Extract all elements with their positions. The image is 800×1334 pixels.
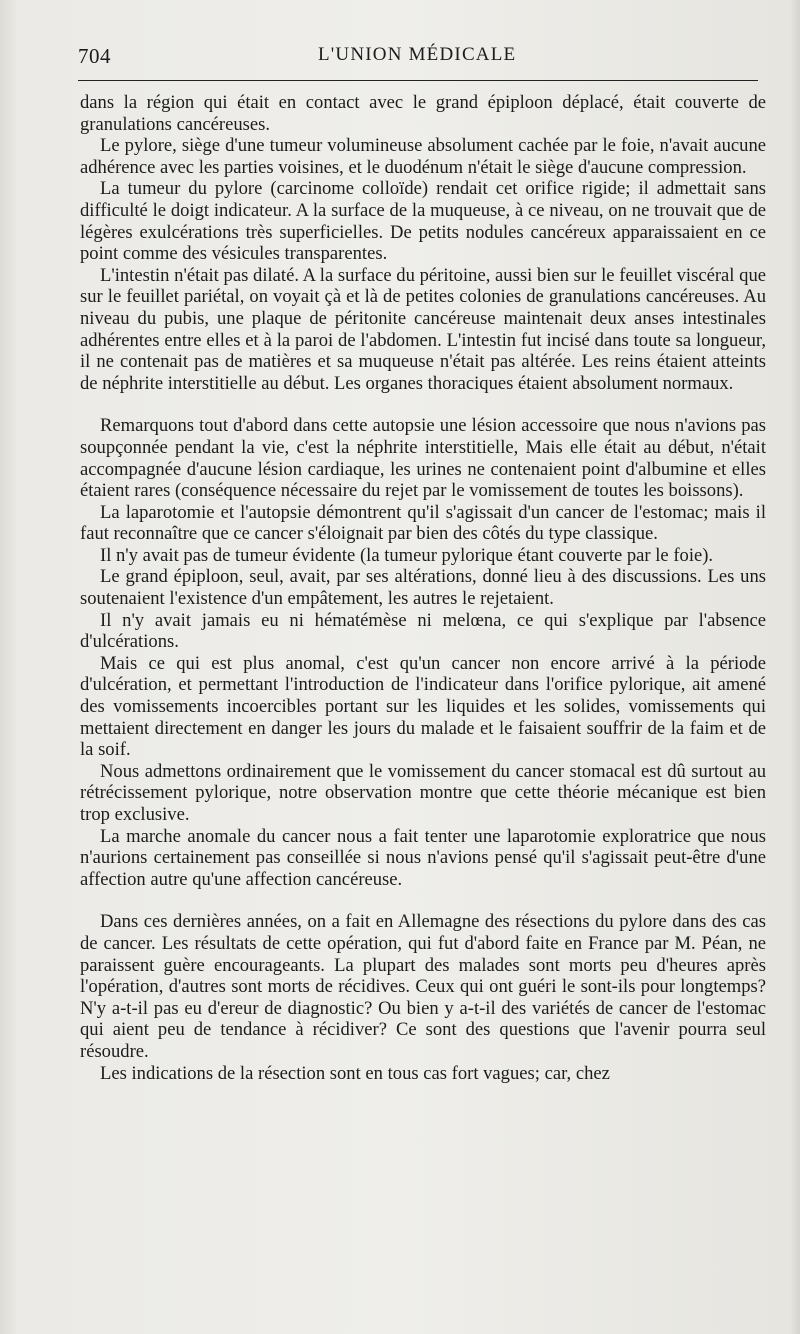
paragraph: La laparotomie et l'autopsie démontrent qu'il s'agissait d'un cancer de l'estomac; mais il faut reconnaître que ce cancer s'éloignait par bien des côtés du type classique.	[80, 501, 766, 545]
paragraph: Remarquons tout d'abord dans cette autopsie une lésion accessoire que nous n'avions pas soupçonnée pendant la vie, c'est la néphrite interstitielle, Mais elle était au début, n'était accompagnée d'aucune lésion cardiaque, les urines ne contenaient point d'albumine et elles étaient rares (conséquence nécessaire du rejet par le vomissement de toutes les boissons).	[80, 415, 766, 502]
paragraph: Mais ce qui est plus anomal, c'est qu'un cancer non encore arrivé à la période d'ulcération, et permettant l'introduction de l'indicateur dans l'orifice pylorique, ait amené des vomissements incoercibles portant sur les liquides et les solides, vomissements qui mettaient directement en danger les jours du malade et le faisaient souffrir de la faim et de la soif.	[80, 652, 766, 761]
paragraph: Nous admettons ordinairement que le vomissement du cancer stomacal est dû surtout au rétrécissement pylorique, notre observation montre que cette théorie mécanique est bien trop exclusive.	[80, 760, 766, 825]
paragraph: dans la région qui était en contact avec le grand épiploon déplacé, était couverte de granulations cancéreuses.	[80, 92, 766, 135]
paragraph: L'intestin n'était pas dilaté. A la surface du péritoine, aussi bien sur le feuillet viscéral que sur le feuillet pariétal, on voyait çà et là de petites colonies de granulations cancéreuses. Au niveau du pubis, une plaque de péritonite cancéreuse maintenait deux anses intestinales adhérentes entre elles et à la paroi de l'abdomen. L'intestin fut incisé dans toute sa longueur, il ne contenait pas de matières et sa muqueuse n'était pas altérée. Les reins étaient atteints de néphrite interstitielle au début. Les organes thoraciques étaient absolument normaux.	[80, 264, 766, 394]
paragraph: La marche anomale du cancer nous a fait tenter une laparotomie exploratrice que nous n'aurions certainement pas conseillée si nous n'avions pensé qu'il s'agissait peut-être d'une affection autre qu'une affection cancéreuse.	[80, 825, 766, 890]
running-title: L'UNION MÉDICALE	[318, 44, 517, 65]
paragraph: Il n'y avait jamais eu ni hématémèse ni melœna, ce qui s'explique par l'absence d'ulcérations.	[80, 609, 766, 653]
page-number: 704	[78, 44, 111, 68]
body-text	[80, 92, 766, 1084]
header-rule	[78, 80, 758, 81]
paragraph: La tumeur du pylore (carcinome colloïde) rendait cet orifice rigide; il admettait sans difficulté le doigt indicateur. A la surface de la muqueuse, à ce niveau, on ne trouvait que de légères exulcérations très superficielles. De petits nodules cancéreux apparaissaient en ce point comme des vésicules transparentes.	[80, 178, 766, 265]
page-header	[78, 44, 758, 74]
paragraph: Le pylore, siège d'une tumeur volumineuse absolument cachée par le foie, n'avait aucune adhérence avec les parties voisines, et le duodénum n'était le siège d'aucune compression.	[80, 135, 766, 178]
paragraph: Il n'y avait pas de tumeur évidente (la tumeur pylorique étant couverte par le foie).	[100, 544, 714, 566]
paragraph: Dans ces dernières années, on a fait en Allemagne des résections du pylore dans des cas de cancer. Les résultats de cette opération, qui fut d'abord faite en France par M. Péan, ne paraissent guère encourageants. La plupart des malades sont morts peu d'heures après l'opération, d'autres sont morts de récidives. Ceux qui ont guéri le sont-ils pour longtemps? N'y a-t-il pas eu d'ereur de diagnostic? Ou bien y a-t-il des variétés de cancer de l'estomac qui aient peu de tendance à récidiver? Ce sont des questions que l'avenir pourra seul résoudre.	[80, 911, 766, 1062]
paragraph: Les indications de la résection sont en tous cas fort vagues; car, chez	[100, 1062, 610, 1084]
paragraph: Le grand épiploon, seul, avait, par ses altérations, donné lieu à des discussions. Les uns soutenaient l'existence d'un empâtement, les autres le rejetaient.	[80, 566, 766, 610]
